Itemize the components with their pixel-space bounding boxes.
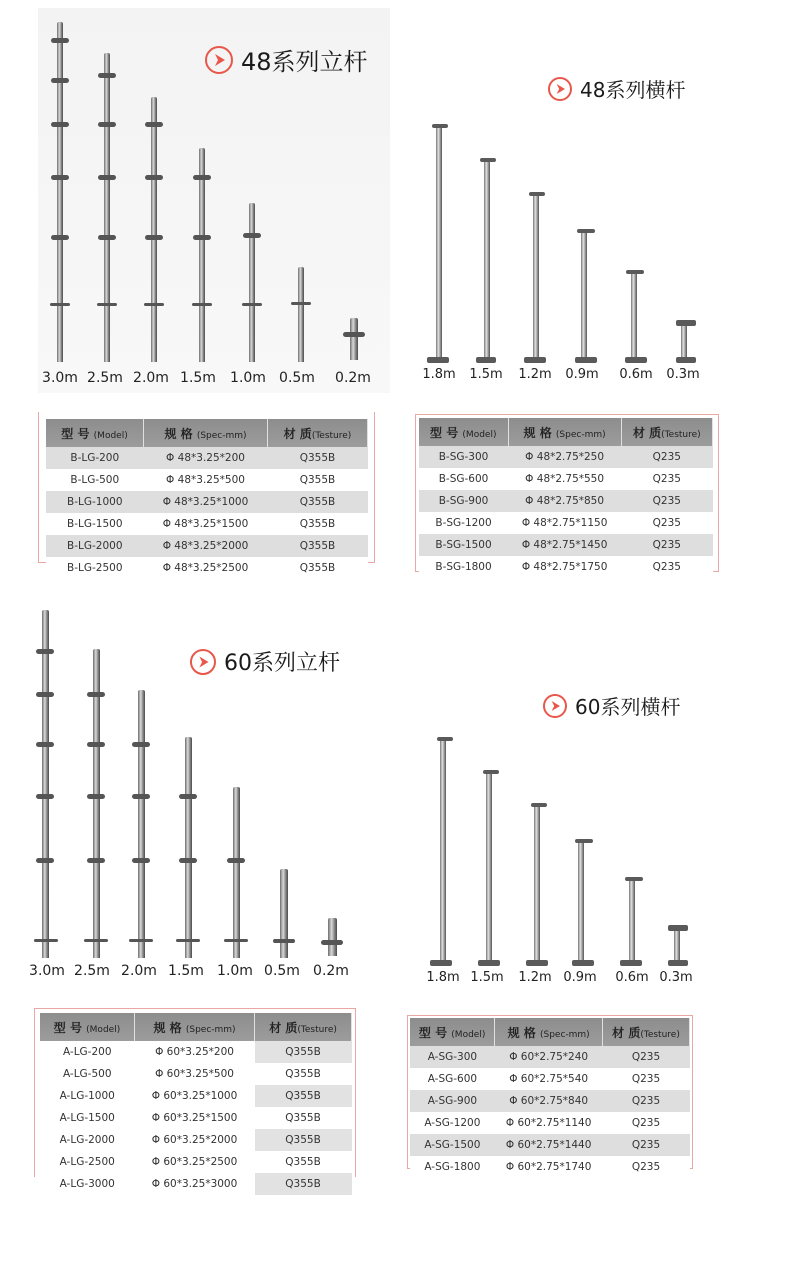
table-row: B-LG-2000 Φ 48*3.25*2000 Q355B bbox=[46, 535, 368, 557]
section-title-60-vertical: 60系列立杆 bbox=[190, 646, 340, 677]
chevron-right-circle-icon bbox=[190, 649, 216, 675]
column-header-material: 材 质(Testure) bbox=[267, 419, 367, 447]
table-row: B-LG-1500 Φ 48*3.25*1500 Q355B bbox=[46, 513, 368, 535]
table-row: A-LG-3000 Φ 60*3.25*3000 Q355B bbox=[40, 1173, 352, 1195]
section-title-48-vertical: 48系列立杆 bbox=[205, 42, 368, 77]
section-title-60-horizontal: 60系列横杆 bbox=[543, 691, 680, 720]
table-row: B-LG-1000 Φ 48*3.25*1000 Q355B bbox=[46, 491, 368, 513]
table-row: A-LG-1500 Φ 60*3.25*1500 Q355B bbox=[40, 1107, 352, 1129]
column-header-material: 材 质(Testure) bbox=[621, 418, 712, 446]
table-row: A-LG-1000 Φ 60*3.25*1000 Q355B bbox=[40, 1085, 352, 1107]
table-row: A-SG-900 Φ 60*2.75*840 Q235 bbox=[410, 1090, 690, 1112]
spec-table-60-vertical bbox=[40, 1013, 352, 1195]
table-row: A-SG-1800 Φ 60*2.75*1740 Q235 bbox=[410, 1156, 690, 1178]
column-header-spec: 规 格 (Spec-mm) bbox=[144, 419, 268, 447]
table-row: A-LG-2000 Φ 60*3.25*2000 Q355B bbox=[40, 1129, 352, 1151]
spec-table-60-horizontal bbox=[410, 1018, 690, 1178]
column-header-material: 材 质(Testure) bbox=[603, 1018, 690, 1046]
column-header-spec: 规 格 (Spec-mm) bbox=[495, 1018, 603, 1046]
column-header-spec: 规 格 (Spec-mm) bbox=[508, 418, 621, 446]
table-row: B-LG-500 Φ 48*3.25*500 Q355B bbox=[46, 469, 368, 491]
table-row: A-LG-500 Φ 60*3.25*500 Q355B bbox=[40, 1063, 352, 1085]
column-header-model: 型 号 (Model) bbox=[46, 419, 144, 447]
table-row: A-SG-1500 Φ 60*2.75*1440 Q235 bbox=[410, 1134, 690, 1156]
table-row: B-SG-600 Φ 48*2.75*550 Q235 bbox=[419, 468, 713, 490]
chevron-right-circle-icon bbox=[548, 77, 572, 101]
table-row: B-SG-1800 Φ 48*2.75*1750 Q235 bbox=[419, 556, 713, 578]
table-row: B-SG-300 Φ 48*2.75*250 Q235 bbox=[419, 446, 713, 468]
table-row: A-SG-600 Φ 60*2.75*540 Q235 bbox=[410, 1068, 690, 1090]
spec-table-48-horizontal bbox=[419, 418, 713, 578]
table-row: B-SG-1500 Φ 48*2.75*1450 Q235 bbox=[419, 534, 713, 556]
table-row: B-LG-200 Φ 48*3.25*200 Q355B bbox=[46, 447, 368, 469]
table-row: B-SG-900 Φ 48*2.75*850 Q235 bbox=[419, 490, 713, 512]
column-header-model: 型 号 (Model) bbox=[419, 418, 508, 446]
table-row: A-LG-200 Φ 60*3.25*200 Q355B bbox=[40, 1041, 352, 1063]
spec-table-48-vertical bbox=[46, 419, 368, 579]
table-row: B-LG-2500 Φ 48*3.25*2500 Q355B bbox=[46, 557, 368, 579]
table-row: A-SG-300 Φ 60*2.75*240 Q235 bbox=[410, 1046, 690, 1068]
chevron-right-circle-icon bbox=[543, 694, 567, 718]
column-header-model: 型 号 (Model) bbox=[40, 1013, 134, 1041]
column-header-material: 材 质(Testure) bbox=[255, 1013, 352, 1041]
table-row: B-SG-1200 Φ 48*2.75*1150 Q235 bbox=[419, 512, 713, 534]
table-row: A-LG-2500 Φ 60*3.25*2500 Q355B bbox=[40, 1151, 352, 1173]
section-title-48-horizontal: 48系列横杆 bbox=[548, 74, 685, 103]
table-row: A-SG-1200 Φ 60*2.75*1140 Q235 bbox=[410, 1112, 690, 1134]
column-header-spec: 规 格 (Spec-mm) bbox=[134, 1013, 254, 1041]
column-header-model: 型 号 (Model) bbox=[410, 1018, 495, 1046]
chevron-right-circle-icon bbox=[205, 46, 233, 74]
